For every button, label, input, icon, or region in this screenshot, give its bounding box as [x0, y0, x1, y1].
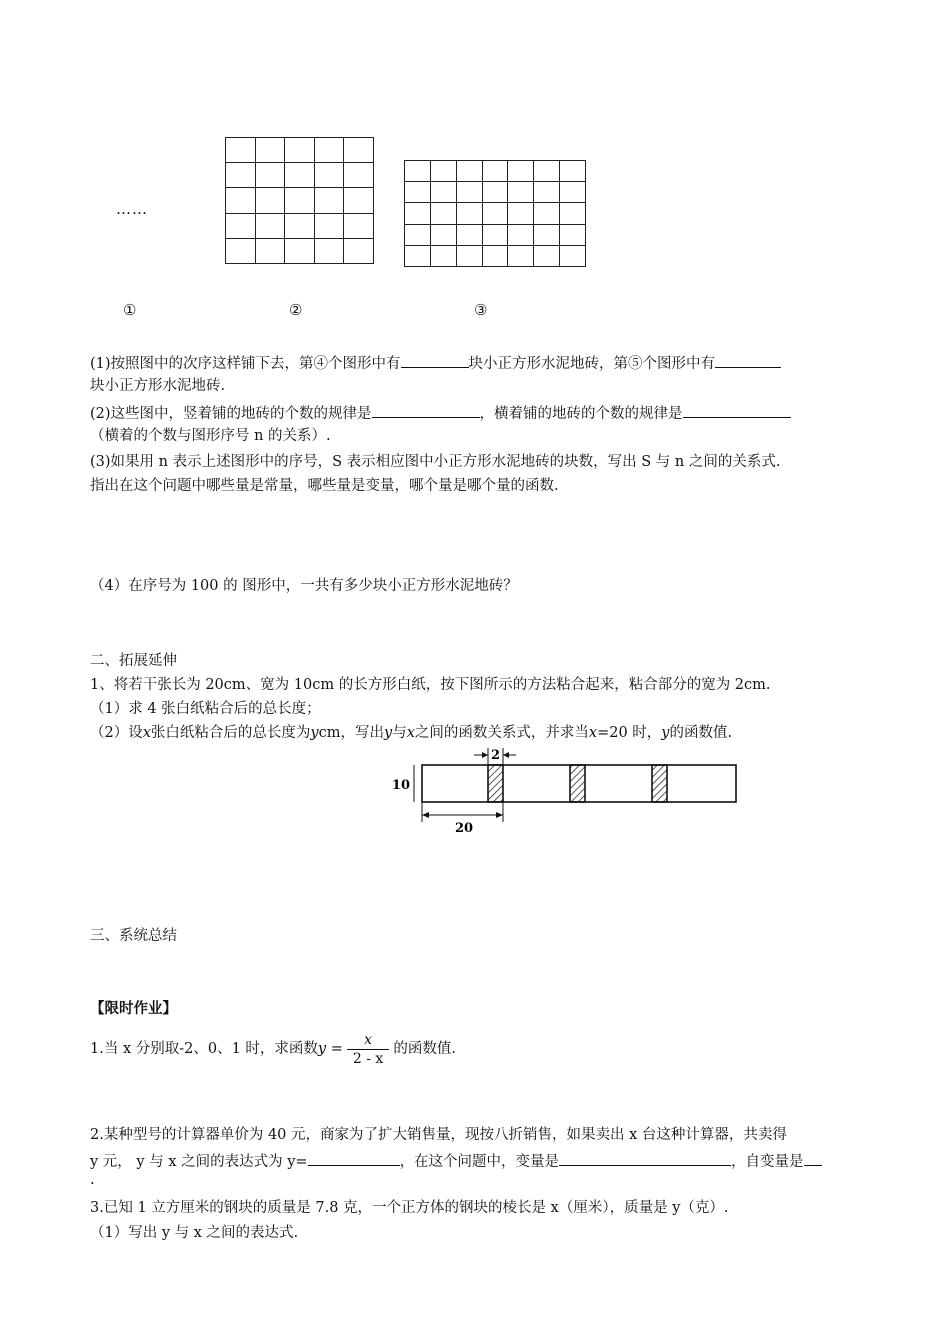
answer-blank[interactable] — [683, 402, 791, 418]
figure-label-2: ② — [289, 301, 303, 319]
figure-label-1: ① — [123, 301, 137, 319]
tile-cell — [483, 203, 509, 224]
tile-cell — [315, 239, 345, 264]
homework-3-line-1: 3.已知 1 立方厘米的钢块的质量是 7.8 克，一个正方体的钢块的棱长是 x（厘米），质量是 y（克）. — [90, 1200, 729, 1216]
tile-cell — [256, 163, 286, 188]
tile-cell — [508, 225, 534, 246]
tile-cell — [344, 214, 374, 239]
tile-cell — [344, 239, 374, 264]
tile-cell — [431, 225, 457, 246]
tile-cell — [405, 225, 431, 246]
paper-strip-diagram — [388, 744, 748, 836]
tile-cell — [285, 188, 315, 213]
tile-cell — [483, 225, 509, 246]
ellipsis: …… — [116, 200, 148, 218]
question-2-line-2: （横着的个数与图形序号 n 的关系）. — [90, 428, 331, 444]
tile-cell — [560, 225, 586, 246]
tile-cell — [534, 225, 560, 246]
tile-cell — [457, 182, 483, 203]
tile-cell — [226, 239, 256, 264]
tile-cell — [431, 161, 457, 182]
section-2-q1: （1）求 4 张白纸粘合后的总长度； — [90, 701, 321, 717]
tile-cell — [508, 161, 534, 182]
homework-1: 1.当 x 分别取-2、0、1 时，求函数y = $\frac{x}{2 - x}$ 的函数值. — [90, 1031, 456, 1067]
section-2-q2: （2）设x张白纸粘合后的总长度为ycm，写出y与x之间的函数关系式，并求当x=20 时，y的函数值. — [90, 725, 733, 741]
tile-cell — [483, 246, 509, 267]
tile-cell — [226, 138, 256, 163]
question-3-line-2: 指出在这个问题中哪些量是常量，哪些量是变量，哪个量是哪个量的函数. — [90, 478, 559, 494]
overlap-1 — [488, 765, 503, 802]
tile-cell — [457, 246, 483, 267]
tile-cell — [560, 161, 586, 182]
answer-blank[interactable] — [372, 402, 480, 418]
tile-cell — [405, 161, 431, 182]
tile-cell — [483, 161, 509, 182]
tile-cell — [560, 203, 586, 224]
section-3-title: 三、系统总结 — [90, 928, 177, 944]
tile-cell — [405, 246, 431, 267]
tile-cell — [344, 138, 374, 163]
section-2-title: 二、拓展延伸 — [90, 653, 177, 669]
answer-blank[interactable] — [308, 1150, 400, 1166]
tile-cell — [534, 161, 560, 182]
tile-cell — [226, 214, 256, 239]
tile-cell — [457, 225, 483, 246]
overlap-2 — [570, 765, 585, 802]
answer-blank[interactable] — [804, 1150, 822, 1166]
tile-cell — [508, 182, 534, 203]
tile-cell — [534, 246, 560, 267]
tile-cell — [344, 188, 374, 213]
tile-cell — [508, 203, 534, 224]
tile-cell — [315, 138, 345, 163]
height-label: 10 — [391, 778, 410, 793]
tile-cell — [315, 188, 345, 213]
tile-cell — [483, 182, 509, 203]
answer-blank[interactable] — [401, 352, 469, 368]
tile-cell — [256, 214, 286, 239]
tile-grid-3 — [404, 160, 586, 267]
answer-blank[interactable] — [559, 1150, 731, 1166]
tile-cell — [285, 239, 315, 264]
tile-cell — [315, 214, 345, 239]
tile-cell — [560, 246, 586, 267]
section-2-intro: 1、将若干张长为 20cm、宽为 10cm 的长方形白纸，按下图所示的方法粘合起来，粘合部分的宽为 2cm. — [90, 677, 771, 693]
tile-cell — [285, 138, 315, 163]
homework-3-line-2: （1）写出 y 与 x 之间的表达式. — [90, 1225, 299, 1241]
tile-cell — [431, 182, 457, 203]
question-2-line-1: (2)这些图中，竖着铺的地砖的个数的规律是 ，横着铺的地砖的个数的规律是 — [90, 402, 791, 424]
tile-cell — [315, 163, 345, 188]
tile-cell — [226, 163, 256, 188]
question-4: （4）在序号为 100 的 图形中，一共有多少块小正方形水泥地砖？ — [90, 578, 518, 594]
question-1-line-2: 块小正方形水泥地砖. — [90, 378, 226, 394]
tile-cell — [431, 246, 457, 267]
tile-cell — [534, 203, 560, 224]
question-3-line-1: (3)如果用 n 表示上述图形中的序号，S 表示相应图中小正方形水泥地砖的块数，写出 S 与 n 之间的关系式. — [90, 454, 781, 470]
overlap-label: 2 — [490, 748, 501, 763]
tile-cell — [285, 163, 315, 188]
tile-cell — [285, 214, 315, 239]
homework-2-line-1: 2.某种型号的计算器单价为 40 元，商家为了扩大销售量，现按八折销售，如果卖出 x 台这种计算器，共卖得 — [90, 1127, 787, 1143]
tile-cell — [256, 239, 286, 264]
question-1-line-1: (1)按照图中的次序这样铺下去，第④个图形中有 块小正方形水泥地砖，第⑤个图形中有 — [90, 352, 781, 374]
figure-label-3: ③ — [474, 301, 488, 319]
tile-cell — [405, 203, 431, 224]
length-label: 20 — [454, 821, 474, 836]
tile-cell — [256, 188, 286, 213]
overlap-3 — [652, 765, 667, 802]
tile-cell — [256, 138, 286, 163]
homework-2-line-2: y 元， y 与 x 之间的表达式为 y= ，在这个问题中，变量是 ，自变量是 — [90, 1150, 822, 1172]
tile-cell — [344, 163, 374, 188]
tile-cell — [534, 182, 560, 203]
answer-blank[interactable] — [715, 352, 781, 368]
tile-cell — [431, 203, 457, 224]
tile-grid-2 — [225, 137, 374, 264]
homework-title: 【限时作业】 — [90, 1001, 177, 1017]
tile-cell — [560, 182, 586, 203]
tile-cell — [457, 203, 483, 224]
tile-cell — [226, 188, 256, 213]
tile-cell — [405, 182, 431, 203]
fraction: $\frac{x}{2 - x}$ — [347, 1031, 389, 1068]
homework-2-line-3: . — [90, 1172, 95, 1188]
tile-cell — [508, 246, 534, 267]
tile-cell — [457, 161, 483, 182]
